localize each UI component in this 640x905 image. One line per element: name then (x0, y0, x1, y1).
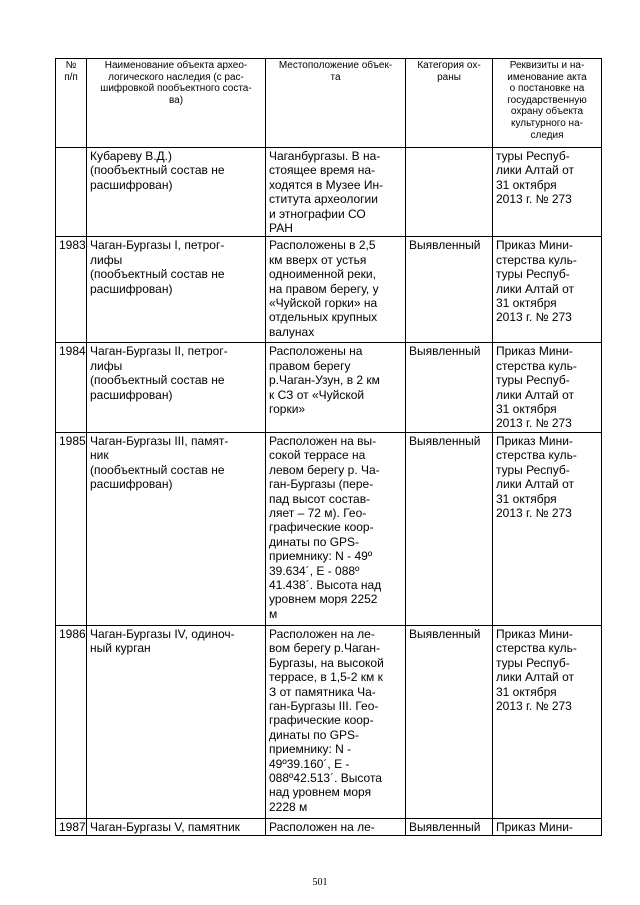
cell-act-details (493, 343, 602, 432)
text-line: ган-Бургазы (пере- (269, 477, 374, 492)
cell-object-name (87, 237, 266, 343)
cell-act-details (493, 818, 602, 835)
header-location (266, 59, 406, 148)
cell-protection-category: Выявленный (406, 625, 493, 818)
cell-location (266, 343, 406, 432)
text-line: стоящее время на- (269, 163, 376, 178)
text-line: 39.634´, E - 088º (269, 563, 360, 578)
text-line: лики Алтай от (496, 670, 574, 685)
text-line: Расположен на ле- (269, 819, 375, 834)
text-line: 31 октября (496, 177, 557, 192)
text-line: ник (90, 448, 109, 463)
text-line: Бургазы, на высокой (269, 655, 384, 670)
text-line: приемнику: N - 49º (269, 549, 373, 564)
cell-number: 1984 (56, 343, 87, 432)
text-line: террасе, в 1,5-2 км к (269, 670, 383, 685)
text-line: графические коор- (269, 713, 374, 728)
text-line: следия (530, 129, 564, 141)
text-line: культурного на- (511, 117, 583, 129)
text-line: 49º39.160´, E - (269, 756, 350, 771)
table-row (56, 237, 602, 343)
cell-number (56, 148, 87, 237)
cell-location (266, 237, 406, 343)
text-line: Чаган-Бургазы V, памятник (90, 819, 240, 834)
text-line: именование акта (507, 71, 587, 83)
text-line: шифровкой пообъектного соста- (100, 83, 252, 95)
cell-protection-category: Выявленный (406, 237, 493, 343)
cell-object-name (87, 625, 266, 818)
cell-object-name (87, 432, 266, 625)
cell-location (266, 625, 406, 818)
text-line: Кубареву В.Д.) (90, 149, 172, 163)
cell-protection-category: Выявленный (406, 343, 493, 432)
cell-object-name (87, 818, 266, 835)
text-line: на правом берегу, у (269, 281, 379, 296)
cell-number: 1986 (56, 625, 87, 818)
text-line: (пообъектный состав не (90, 462, 225, 477)
text-line: 2013 г. № 273 (496, 310, 572, 325)
text-line: о постановке на (509, 83, 585, 95)
text-line: Чаганбургазы. В на- (269, 149, 381, 163)
cell-object-name (87, 343, 266, 432)
text-line: р.Чаган-Узун, в 2 км (269, 373, 380, 388)
table-row (56, 343, 602, 432)
text-line: № (65, 60, 77, 71)
text-line: Приказ Мини- (496, 819, 573, 834)
text-line: Чаган-Бургазы I, петрог- (90, 238, 225, 253)
text-line: лики Алтай от (496, 387, 574, 402)
text-line: Реквизиты и на- (509, 60, 585, 71)
text-line: 2228 м (269, 799, 308, 814)
table-row (56, 432, 602, 625)
text-line: вом берегу р.Чаган- (269, 641, 381, 656)
text-line: 2013 г. № 273 (496, 192, 572, 207)
text-line: расшифрован) (90, 177, 173, 192)
text-line: правом берегу (269, 358, 351, 373)
text-line: туры Респуб- (496, 149, 570, 163)
text-line: уровнем моря 2252 (269, 592, 378, 607)
text-line: Приказ Мини- (496, 433, 573, 448)
text-line: ва) (168, 94, 184, 106)
cell-act-details (493, 625, 602, 818)
text-line: сокой террасе на (269, 448, 366, 463)
text-line: 31 октября (496, 296, 557, 311)
cell-number: 1983 (56, 237, 87, 343)
text-line: «Чуйской горки» на (269, 296, 378, 311)
text-line: туры Респуб- (496, 373, 570, 388)
text-line: Расположены на (269, 344, 363, 359)
text-line: государственную (507, 94, 587, 106)
text-line: Приказ Мини- (496, 626, 573, 641)
text-line: туры Респуб- (496, 267, 570, 282)
text-line: левом берегу р. Ча- (269, 462, 380, 477)
text-line: Чаган-Бургазы IV, одиноч- (90, 626, 235, 641)
text-line: лифы (90, 252, 123, 267)
text-line: Расположены в 2,5 (269, 238, 376, 253)
text-line: 31 октября (496, 684, 557, 699)
text-line: ган-Бургазы III. Гео- (269, 698, 379, 713)
text-line: 2013 г. № 273 (496, 416, 572, 431)
cell-location (266, 148, 406, 237)
text-line: 31 октября (496, 402, 557, 417)
text-line: динаты по GPS- (269, 534, 360, 549)
cell-act-details (493, 148, 602, 237)
cell-act-details (493, 237, 602, 343)
text-line: расшифрован) (90, 387, 173, 402)
text-line: Приказ Мини- (496, 238, 573, 253)
cell-protection-category (406, 148, 493, 237)
heritage-register-table (55, 58, 602, 836)
header-act-details (493, 59, 602, 148)
text-line: Расположен на вы- (269, 433, 377, 448)
page-number: 501 (312, 877, 328, 888)
text-line: отдельных крупных (269, 310, 378, 325)
text-line: Чаган-Бургазы II, петрог- (90, 344, 228, 359)
cell-protection-category: Выявленный (406, 432, 493, 625)
text-line: РАН (269, 221, 293, 236)
text-line: охрану объекта (510, 106, 584, 118)
header-protection-category (406, 59, 493, 148)
text-line: (пообъектный состав не (90, 373, 225, 388)
text-line: та (330, 71, 341, 83)
text-line: 088º42.513´. Высота (269, 770, 382, 785)
text-line: логического наследия (с рас- (108, 71, 244, 83)
text-line: одноименной реки, (269, 267, 376, 282)
text-line: м (269, 606, 278, 621)
cell-object-name (87, 148, 266, 237)
text-line: лики Алтай от (496, 163, 574, 178)
text-line: пад высот состав- (269, 491, 371, 506)
cell-number: 1987 (56, 818, 87, 835)
text-line: стерства куль- (496, 358, 577, 373)
table-row (56, 625, 602, 818)
text-line: ный курган (90, 641, 151, 656)
text-line: и этнографии СО (269, 206, 366, 221)
text-line: стерства куль- (496, 252, 577, 267)
text-line: З от памятника Ча- (269, 684, 376, 699)
text-line: 2013 г. № 273 (496, 698, 572, 713)
text-line: 31 октября (496, 491, 557, 506)
text-line: ходятся в Музее Ин- (269, 177, 384, 192)
text-line: (пообъектный состав не (90, 163, 225, 178)
text-line: 41.438´. Высота над (269, 577, 382, 592)
cell-location (266, 432, 406, 625)
text-line: Наименование объекта архео- (104, 60, 248, 71)
table-row (56, 818, 602, 835)
text-line: лики Алтай от (496, 281, 574, 296)
text-line: 2013 г. № 273 (496, 505, 572, 520)
text-line: расшифрован) (90, 477, 173, 492)
header-object-name (87, 59, 266, 148)
text-line: графические коор- (269, 520, 374, 535)
text-line: Приказ Мини- (496, 344, 573, 359)
text-line: приемнику: N - (269, 742, 352, 757)
text-line: валунах (269, 324, 315, 339)
cell-number: 1985 (56, 432, 87, 625)
cell-protection-category: Выявленный (406, 818, 493, 835)
text-line: Местоположение объек- (278, 60, 393, 71)
cell-act-details (493, 432, 602, 625)
text-line: туры Респуб- (496, 462, 570, 477)
cell-location (266, 818, 406, 835)
table-row (56, 148, 602, 237)
text-line: над уровнем моря (269, 785, 372, 800)
text-line: туры Респуб- (496, 655, 570, 670)
text-line: лики Алтай от (496, 477, 574, 492)
table-header-row (56, 59, 602, 148)
text-line: стерства куль- (496, 641, 577, 656)
text-line: Чаган-Бургазы III, памят- (90, 433, 229, 448)
text-line: расшифрован) (90, 281, 173, 296)
text-line: (пообъектный состав не (90, 267, 225, 282)
text-line: Категория ох- (417, 60, 481, 71)
text-line: км вверх от устья (269, 252, 367, 267)
text-line: Расположен на ле- (269, 626, 375, 641)
text-line: горки» (269, 402, 306, 417)
text-line: к СЗ от «Чуйской (269, 387, 365, 402)
text-line: раны (437, 71, 461, 83)
text-line: ститута археологии (269, 192, 378, 207)
header-number (56, 59, 87, 148)
text-line: стерства куль- (496, 448, 577, 463)
text-line: лифы (90, 358, 123, 373)
text-line: ляет – 72 м). Гео- (269, 505, 367, 520)
text-line: динаты по GPS- (269, 727, 360, 742)
text-line: п/п (64, 71, 78, 83)
